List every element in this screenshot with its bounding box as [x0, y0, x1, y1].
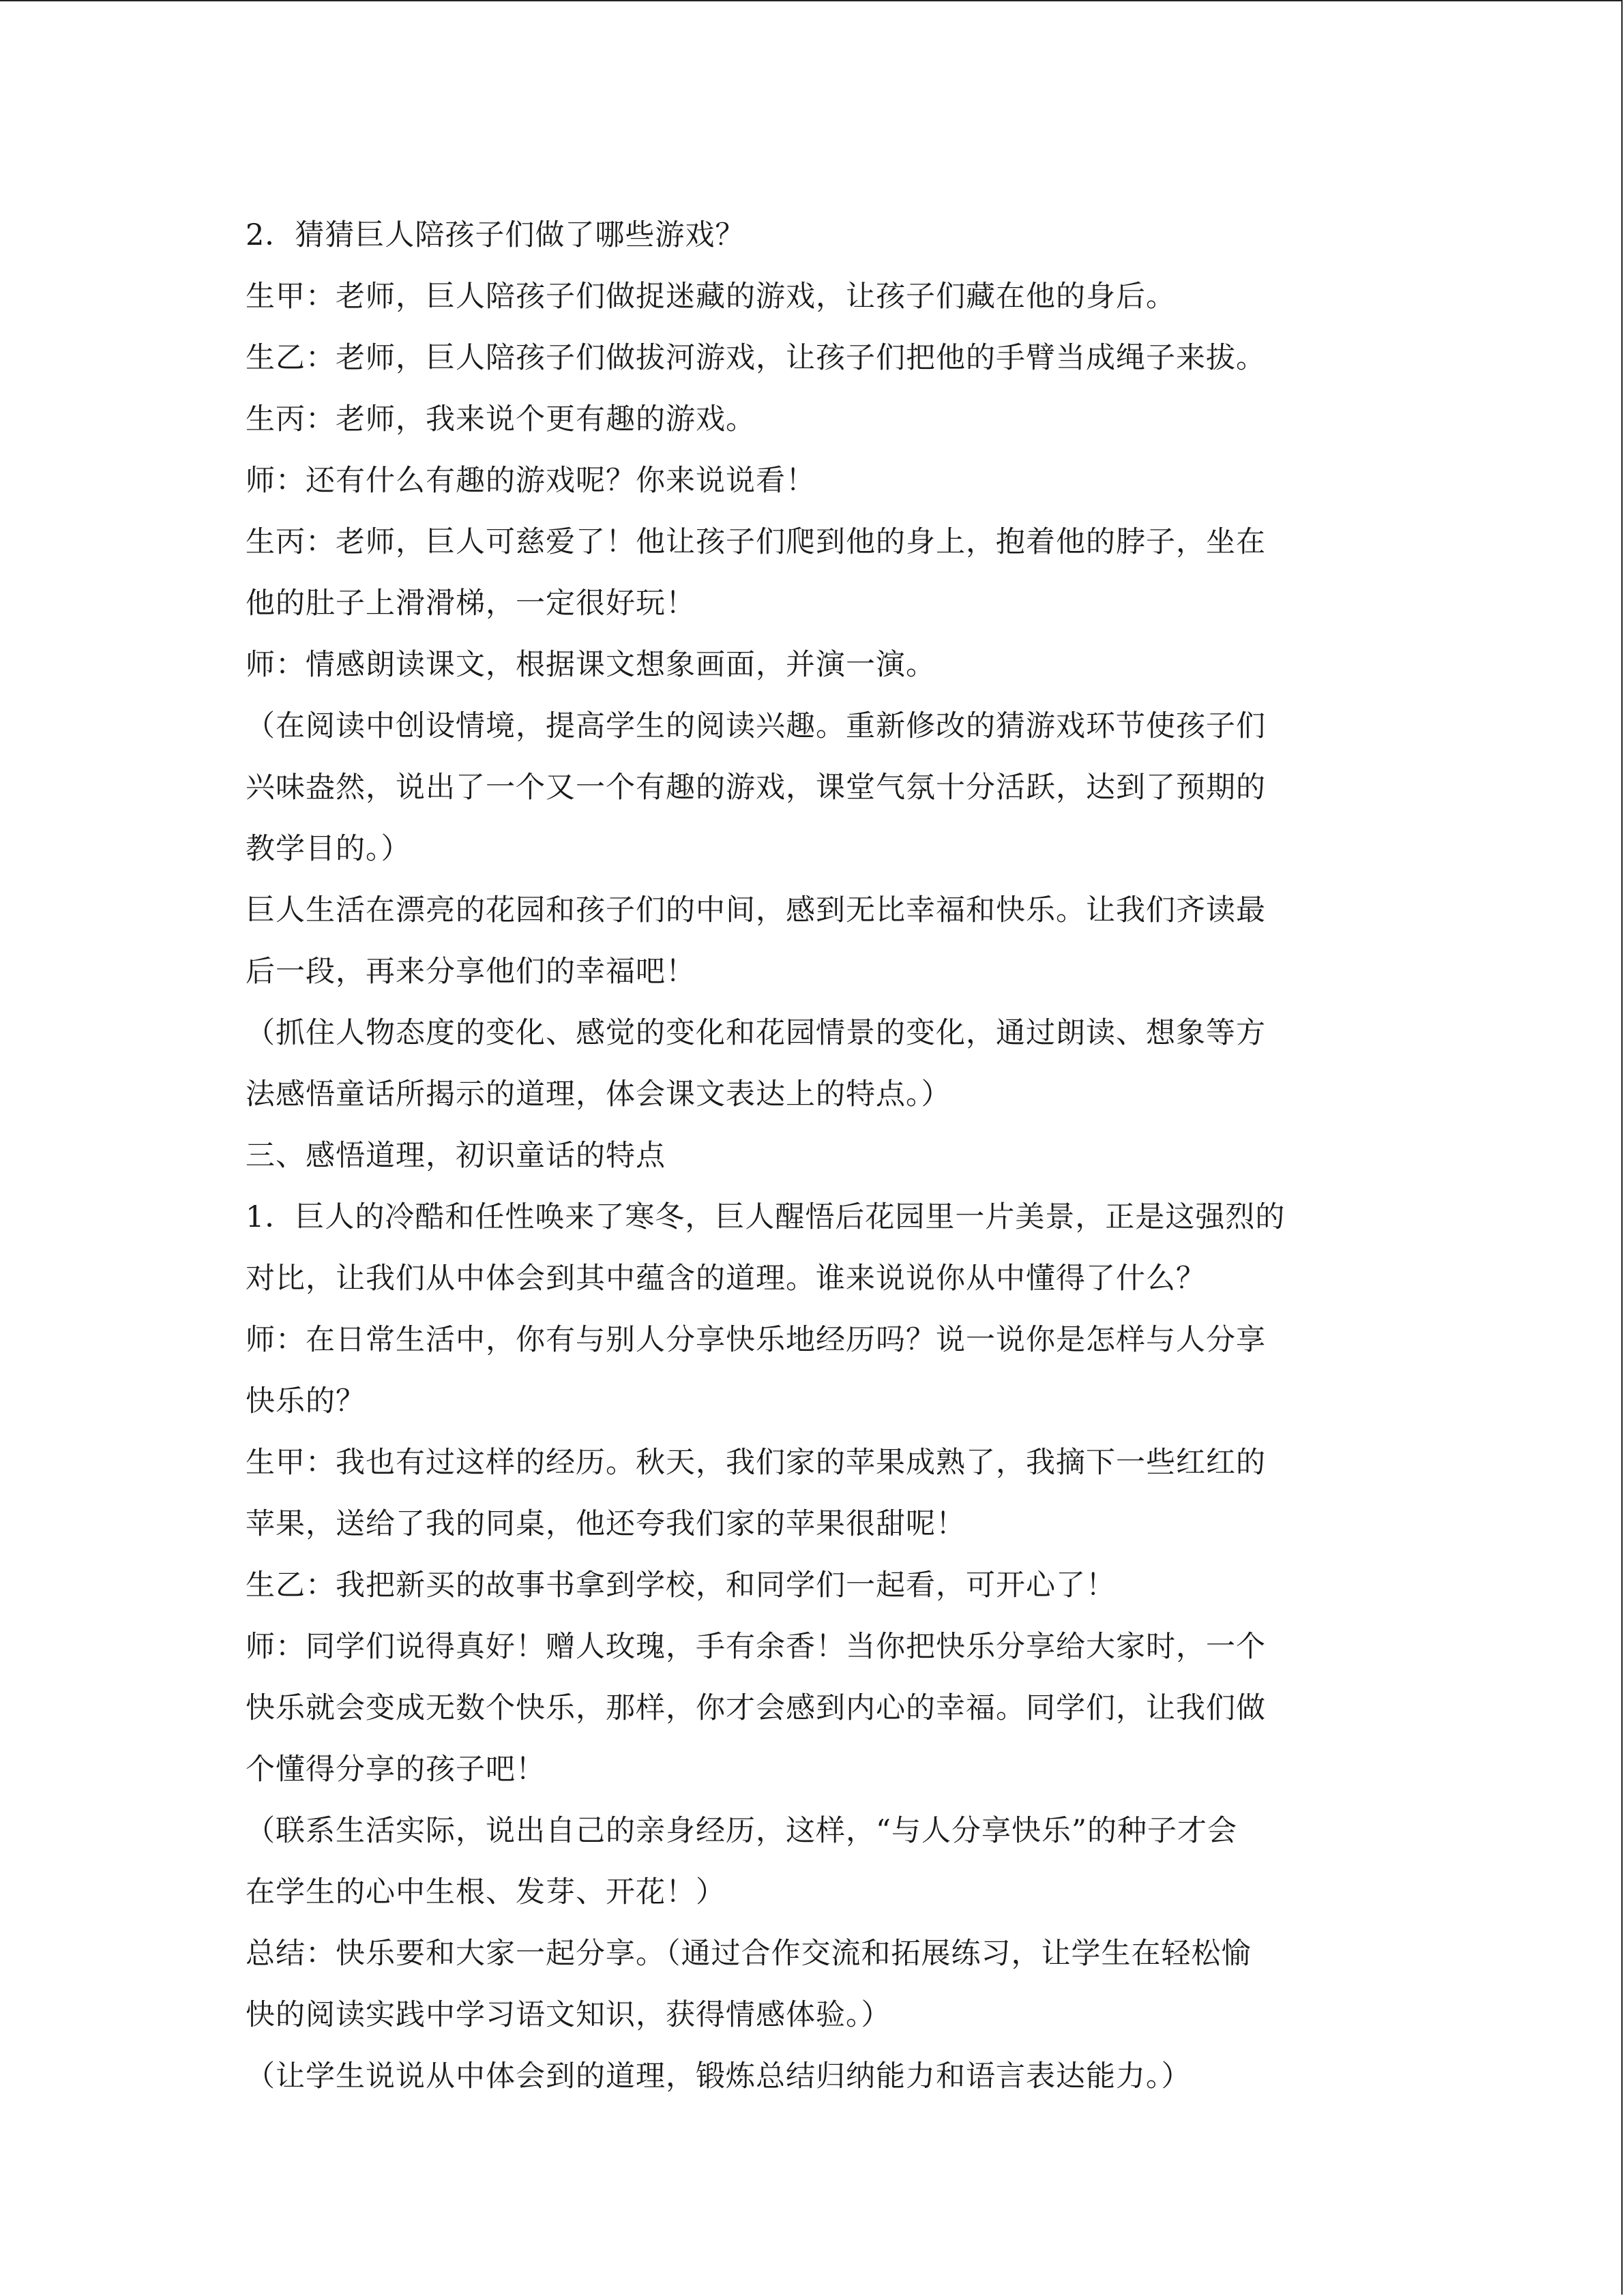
text-line: 后一段，再来分享他们的幸福吧！: [246, 955, 696, 989]
text-line: 师：同学们说得真好！赠人玫瑰，手有余香！当你把快乐分享给大家时，一个: [246, 1630, 1266, 1664]
text-line: 快的阅读实践中学习语文知识，获得情感体验。）: [246, 1998, 891, 2032]
text-line: 生丙：老师，巨人可慈爱了！他让孩子们爬到他的身上，抱着他的脖子，坐在: [246, 525, 1266, 559]
text-line: 巨人生活在漂亮的花园和孩子们的中间，感到无比幸福和快乐。让我们齐读最: [246, 893, 1266, 927]
text-line: 师：情感朗读课文，根据课文想象画面，并演一演。: [246, 648, 936, 682]
text-line: 苹果，送给了我的同桌，他还夸我们家的苹果很甜呢！: [246, 1507, 966, 1541]
document-body: [246, 205, 1378, 2107]
text-line: （让学生说说从中体会到的道理，锻炼总结归纳能力和语言表达能力。）: [246, 2059, 1192, 2093]
text-line: （联系生活实际，说出自己的亲身经历，这样，“与人分享快乐”的种子才会: [246, 1814, 1237, 1848]
text-line: 2．猜猜巨人陪孩子们做了哪些游戏？: [246, 218, 745, 252]
text-line: 总结：快乐要和大家一起分享。（通过合作交流和拓展练习，让学生在轻松愉: [246, 1937, 1252, 1971]
text-line: 生甲：老师，巨人陪孩子们做捉迷藏的游戏，让孩子们藏在他的身后。: [246, 280, 1176, 314]
text-line: 生乙：我把新买的故事书拿到学校，和同学们一起看，可开心了！: [246, 1568, 1116, 1602]
text-line: 生丙：老师，我来说个更有趣的游戏。: [246, 402, 756, 436]
text-line: 在学生的心中生根、发芽、开花！）: [246, 1875, 726, 1909]
section-heading: 三、感悟道理，初识童话的特点: [246, 1139, 666, 1173]
text-line: （在阅读中创设情境，提高学生的阅读兴趣。重新修改的猜游戏环节使孩子们: [246, 709, 1266, 743]
text-line: 对比，让我们从中体会到其中蕴含的道理。谁来说说你从中懂得了什么？: [246, 1262, 1206, 1296]
text-line: 教学目的。）: [246, 832, 411, 866]
text-line: 他的肚子上滑滑梯，一定很好玩！: [246, 586, 696, 621]
text-line: 个懂得分享的孩子吧！: [246, 1753, 546, 1787]
text-line: 师：还有什么有趣的游戏呢？你来说说看！: [246, 464, 816, 498]
text-line: 1．巨人的冷酷和任性唤来了寒冬，巨人醒悟后花园里一片美景，正是这强烈的: [246, 1200, 1286, 1234]
text-line: 快乐的？: [246, 1384, 366, 1418]
text-line: 师：在日常生活中，你有与别人分享快乐地经历吗？说一说你是怎样与人分享: [246, 1323, 1266, 1357]
text-line: 兴味盎然，说出了一个又一个有趣的游戏，课堂气氛十分活跃，达到了预期的: [246, 771, 1266, 805]
text-line: 生乙：老师，巨人陪孩子们做拔河游戏，让孩子们把他的手臂当成绳子来拔。: [246, 341, 1266, 375]
text-line: （抓住人物态度的变化、感觉的变化和花园情景的变化，通过朗读、想象等方: [246, 1016, 1266, 1050]
text-line: 法感悟童话所揭示的道理，体会课文表达上的特点。）: [246, 1077, 951, 1112]
text-line: 生甲：我也有过这样的经历。秋天，我们家的苹果成熟了，我摘下一些红红的: [246, 1446, 1266, 1480]
text-line: 快乐就会变成无数个快乐，那样，你才会感到内心的幸福。同学们，让我们做: [246, 1691, 1266, 1725]
